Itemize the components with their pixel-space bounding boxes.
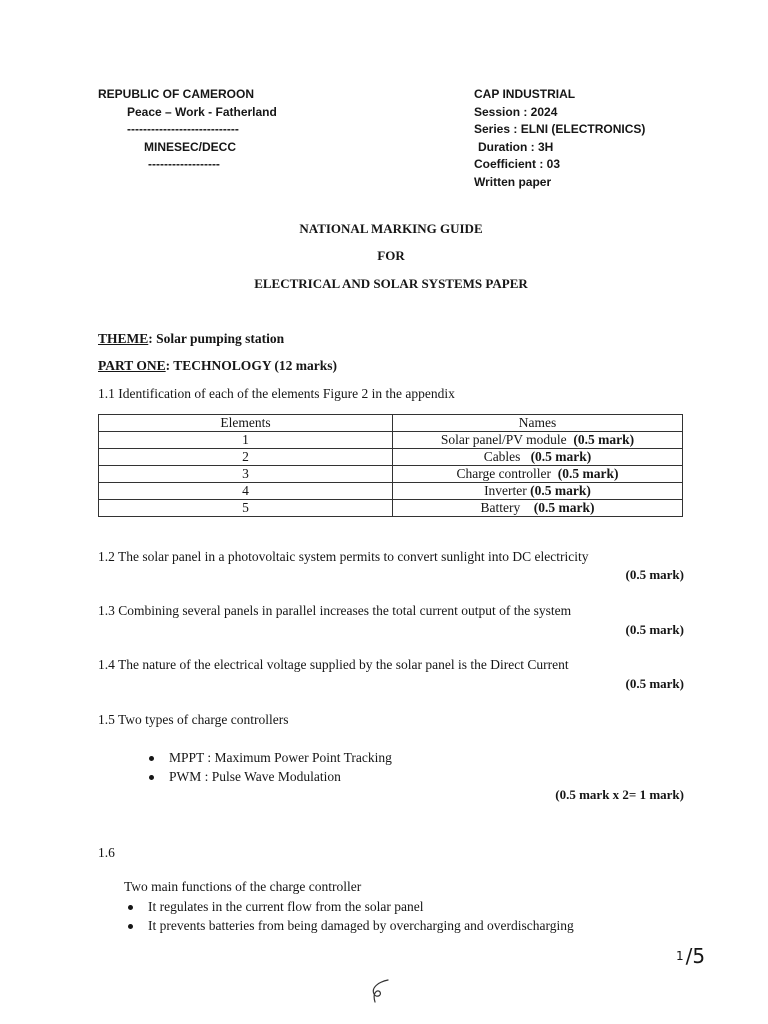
document-subtitle: ELECTRICAL AND SOLAR SYSTEMS PAPER: [254, 276, 528, 291]
part-one-label: PART ONE: [98, 358, 166, 373]
element-number: 5: [99, 500, 393, 517]
element-mark: (0.5 mark): [530, 483, 591, 498]
page-number: [676, 944, 705, 968]
element-name: Battery: [480, 500, 521, 515]
element-name: Solar panel/PV module: [440, 432, 567, 447]
question-1-5: 1.5 Two types of charge controllers: [98, 712, 289, 727]
element-name-cell: [393, 449, 683, 466]
element-number: 3: [99, 466, 393, 483]
element-mark: (0.5 mark): [573, 432, 635, 447]
page-separator: /: [685, 944, 693, 968]
series: Series : ELNI (ELECTRONICS): [474, 122, 646, 136]
question-1-4: 1.4 The nature of the electrical voltage supplied by the solar panel is the Direct Current: [98, 657, 569, 672]
separator-line: ----------------------------: [127, 122, 239, 136]
question-1-6-intro: Two main functions of the charge controller: [124, 879, 362, 894]
theme-label: THEME: [98, 331, 149, 346]
page-total: 5: [692, 944, 706, 968]
question-1-3: 1.3 Combining several panels in parallel increases the total current output of the system: [98, 603, 572, 618]
element-name-cell: [393, 500, 683, 517]
table-row: [99, 432, 683, 449]
element-mark: (0.5 mark): [530, 449, 592, 464]
handwritten-initial-icon: [366, 976, 396, 1006]
motto: Peace – Work - Fatherland: [127, 104, 277, 119]
element-name: Cables: [483, 449, 521, 464]
part-one-text: : TECHNOLOGY (12 marks): [165, 358, 338, 373]
question-1-2: 1.2 The solar panel in a photovoltaic system permits to convert sunlight into DC electricity: [98, 549, 589, 564]
question-1-5-mark: (0.5 mark x 2= 1 mark): [555, 787, 684, 802]
element-name: Charge controller: [456, 466, 552, 481]
header-right: [474, 86, 645, 191]
separator-line: ------------------: [148, 157, 220, 171]
document-title: NATIONAL MARKING GUIDE: [299, 221, 483, 236]
theme-text: : Solar pumping station: [148, 331, 285, 346]
list-item: PWM : Pulse Wave Modulation: [147, 767, 392, 786]
charge-controller-functions-list: [126, 897, 574, 935]
list-item: MPPT : Maximum Power Point Tracking: [147, 748, 392, 767]
list-item: It regulates in the current flow from the solar panel: [126, 897, 574, 916]
element-name: Inverter: [484, 483, 527, 498]
element-mark: (0.5 mark): [557, 466, 619, 481]
document-title-for: FOR: [377, 248, 405, 263]
table-row: [99, 466, 683, 483]
element-name-cell: [393, 466, 683, 483]
element-number: 2: [99, 449, 393, 466]
country-name: REPUBLIC OF CAMEROON: [98, 87, 254, 101]
paper-type: Written paper: [474, 174, 552, 189]
page-current: 1: [676, 949, 684, 963]
question-1-6-number: 1.6: [98, 845, 115, 860]
element-name-cell: [393, 432, 683, 449]
theme-line: [98, 331, 284, 347]
question-1-2-mark: (0.5 mark): [625, 567, 684, 582]
column-header-names: Names: [393, 415, 683, 432]
session: Session : 2024: [474, 104, 558, 119]
coefficient: Coefficient : 03: [474, 157, 561, 171]
elements-table: [98, 414, 683, 517]
question-1-1: 1.1 Identification of each of the elements Figure 2 in the appendix: [98, 386, 455, 401]
duration: Duration : 3H: [478, 139, 554, 154]
list-item: It prevents batteries from being damaged by overcharging and overdischarging: [126, 916, 574, 935]
ministry: MINESEC/DECC: [144, 139, 237, 154]
table-row: [99, 483, 683, 500]
element-mark: (0.5 mark): [533, 500, 595, 515]
column-header-elements: Elements: [99, 415, 393, 432]
exam-name: CAP INDUSTRIAL: [474, 87, 576, 101]
element-number: 4: [99, 483, 393, 500]
element-number: 1: [99, 432, 393, 449]
table-row: [99, 449, 683, 466]
charge-controller-types-list: [147, 748, 392, 786]
question-1-4-mark: (0.5 mark): [625, 676, 684, 691]
part-one-heading: [98, 358, 337, 374]
table-row: [99, 500, 683, 517]
element-name-cell: [393, 483, 683, 500]
table-header-row: [99, 415, 683, 432]
question-1-3-mark: (0.5 mark): [625, 622, 684, 637]
header-left: [98, 86, 277, 174]
